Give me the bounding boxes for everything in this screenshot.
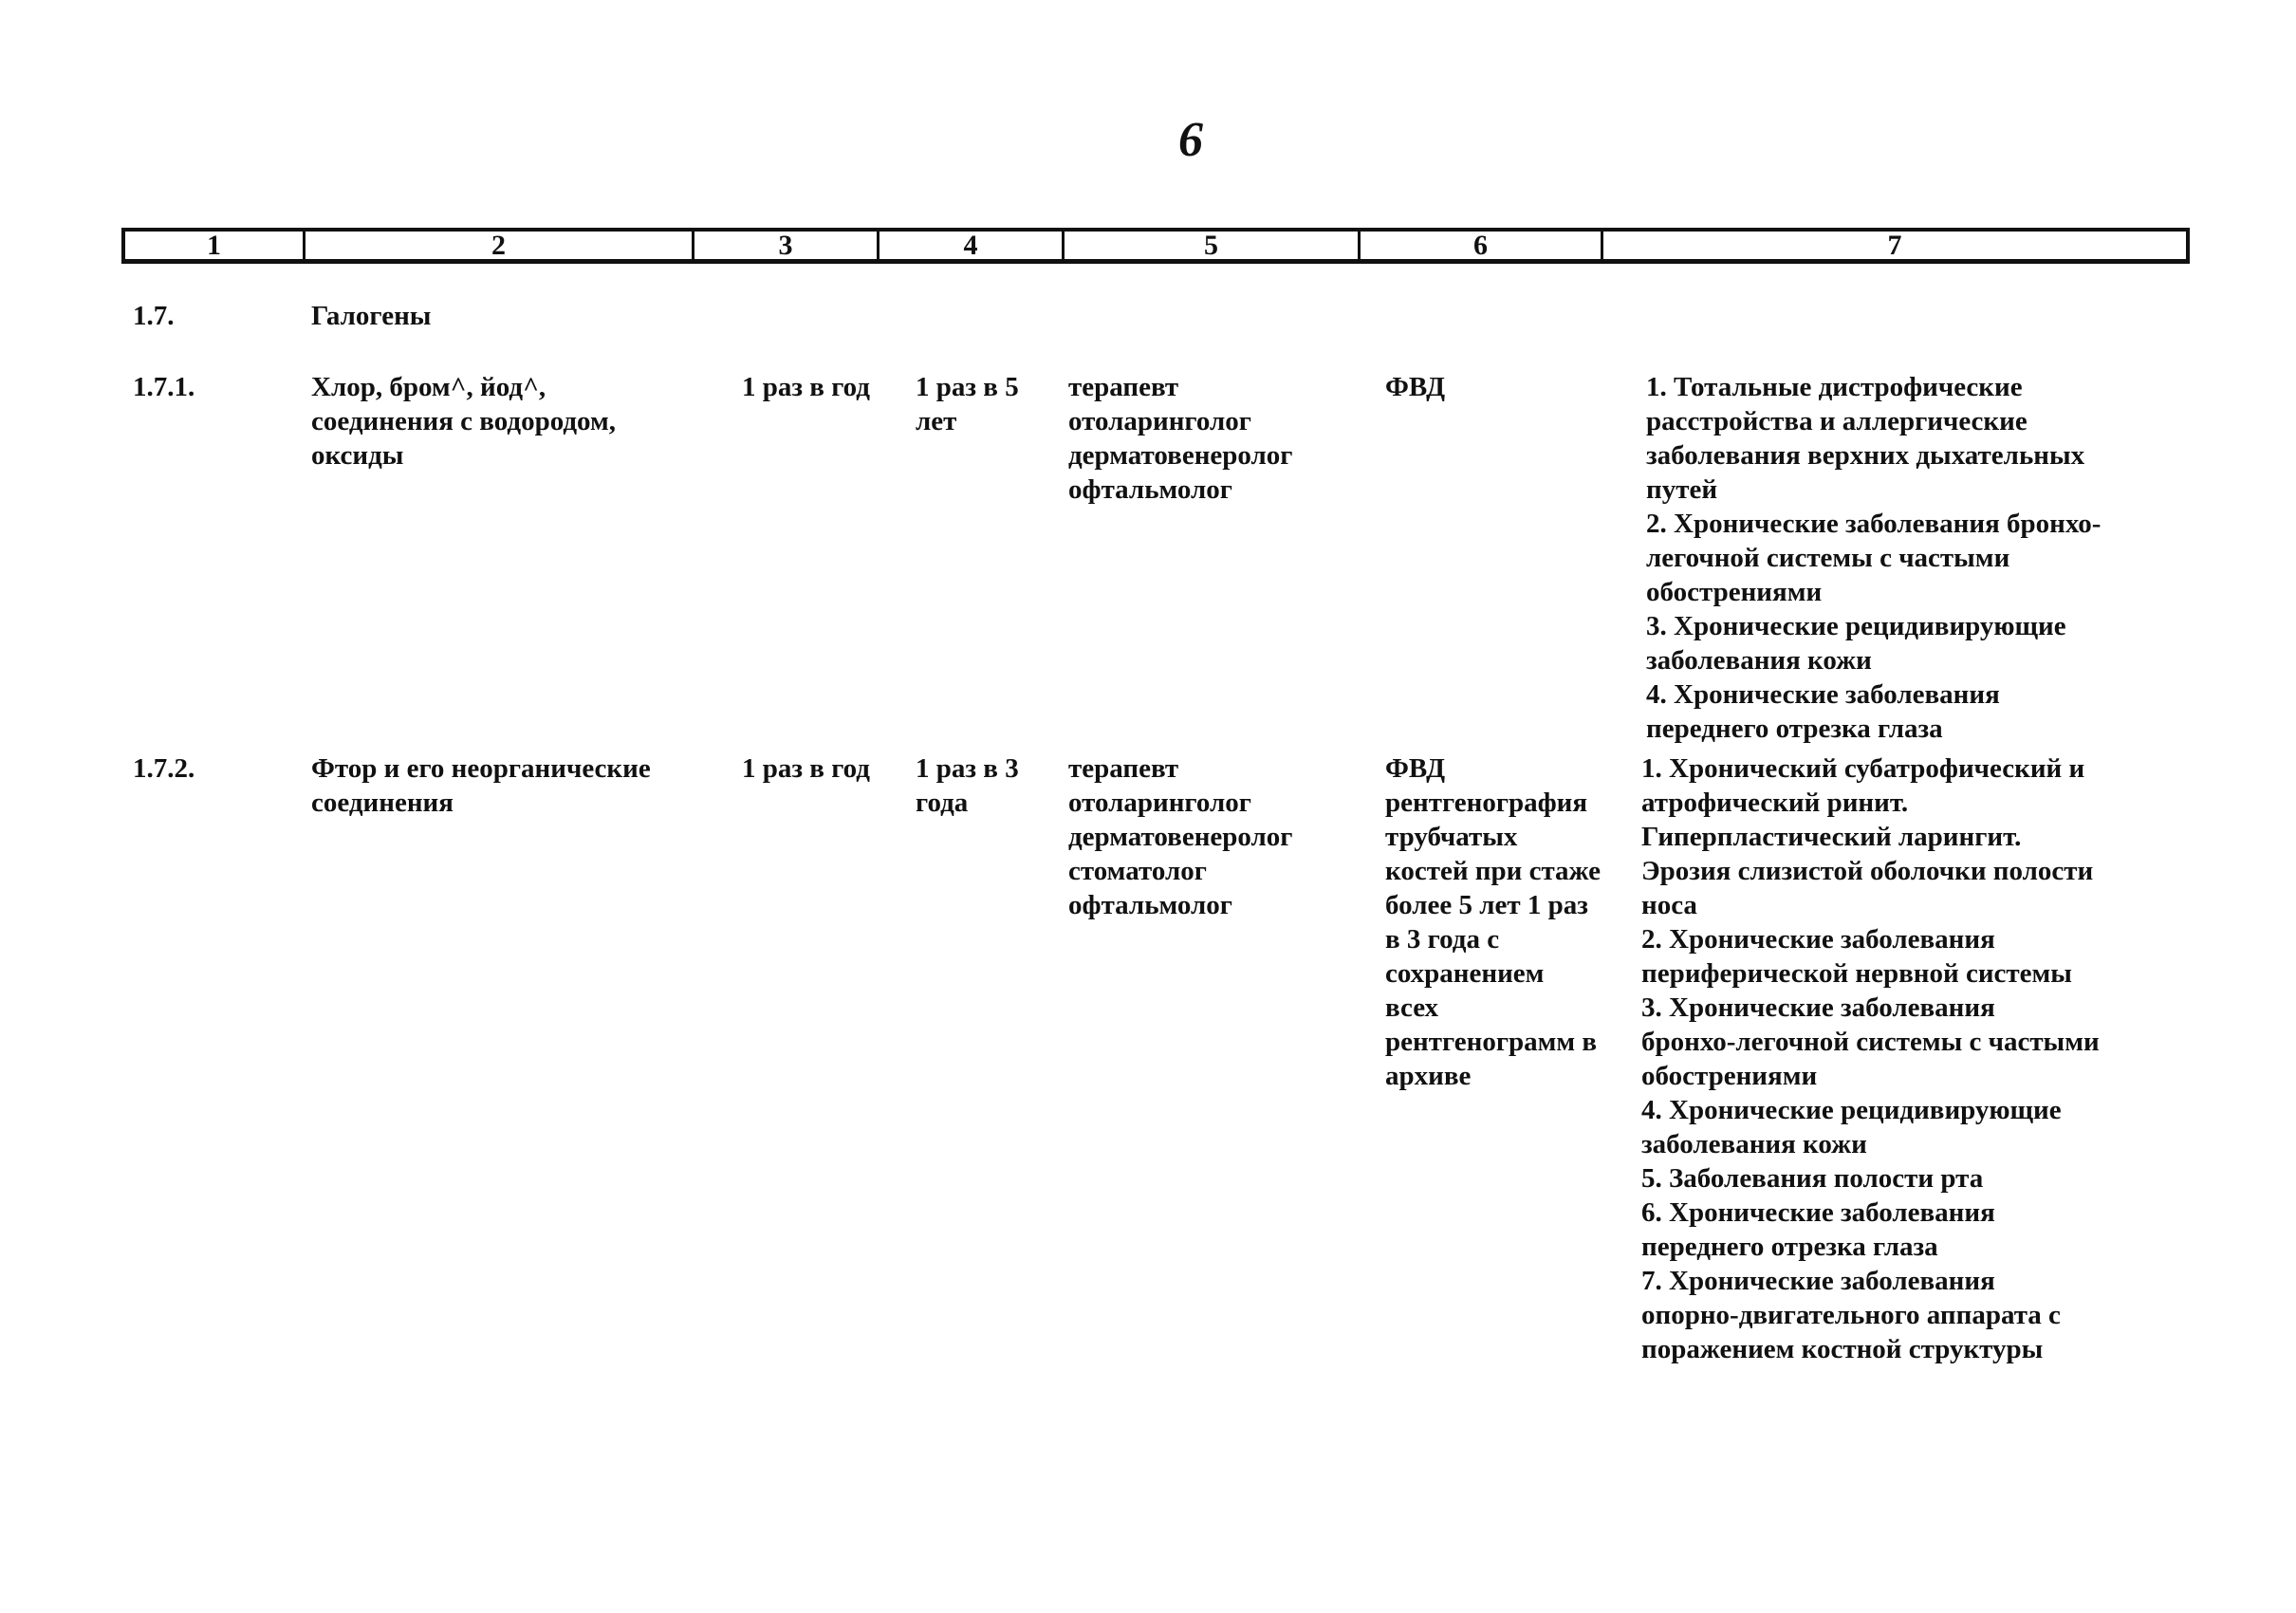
text-line: в 3 года с (1385, 924, 1500, 955)
text-line: ФВД (1385, 753, 1446, 784)
text-line: 1 раз в 5 (916, 372, 1019, 402)
text-line: всех (1385, 992, 1439, 1023)
text-line: костей при стаже (1385, 856, 1602, 886)
text-line: рентгенограмм в (1385, 1027, 1598, 1057)
text-line: сохранением (1385, 958, 1545, 989)
text-line: обострениями (1641, 1061, 1818, 1091)
row-number: 1.7.1. (133, 372, 195, 402)
column-header-6: 6 (1361, 232, 1603, 259)
text-line: Фтор и его неорганические (311, 753, 651, 784)
text-line: года (916, 788, 969, 818)
text-line: носа (1641, 890, 1697, 920)
text-line: 1 раз в 3 (916, 753, 1019, 784)
text-line: заболевания кожи (1646, 645, 1872, 676)
text-line: бронхо-легочной системы с частыми (1641, 1027, 2100, 1057)
text-line: оксиды (311, 440, 404, 471)
text-line: рентгенография (1385, 788, 1588, 818)
text-line: Гиперпластический ларингит. (1641, 822, 2022, 852)
text-line: дерматовенеролог (1068, 440, 1293, 471)
text-line: более 5 лет 1 раз (1385, 890, 1588, 920)
exams-cell (1385, 751, 1634, 1093)
exams-cell (1385, 370, 1632, 404)
agent-cell (311, 370, 729, 473)
column-header-1: 1 (125, 232, 306, 259)
column-header-row (121, 228, 2190, 264)
page-number: 6 (1178, 113, 1203, 167)
text-line: терапевт (1068, 753, 1179, 784)
text-line: 2. Хронические заболевания (1641, 924, 1995, 955)
text-line: 7. Хронические заболевания (1641, 1266, 1995, 1296)
text-line: офтальмолог (1068, 474, 1232, 505)
section-title: Галогены (311, 301, 432, 331)
column-header-2: 2 (306, 232, 694, 259)
text-line: архиве (1385, 1061, 1472, 1091)
text-line: терапевт (1068, 372, 1179, 402)
text-line: 4. Хронические рецидивирующие (1641, 1095, 2062, 1125)
doctors-cell (1068, 751, 1381, 922)
text-line: заболевания верхних дыхательных (1646, 440, 2085, 471)
column-header-5: 5 (1065, 232, 1361, 259)
section-number: 1.7. (133, 301, 175, 331)
text-line: путей (1646, 474, 1718, 505)
text-line: Хлор, бром^, йод^, (311, 372, 546, 402)
text-line: отоларинголог (1068, 788, 1251, 818)
text-line: 3. Хронические заболевания (1641, 992, 1995, 1023)
column-header-7: 7 (1887, 230, 1902, 261)
frequency-cell: 1 раз в год (742, 372, 870, 402)
text-line: переднего отрезка глаза (1646, 714, 1943, 744)
text-line: атрофический ринит. (1641, 788, 1909, 818)
row-number: 1.7.2. (133, 753, 195, 784)
text-line: обострениями (1646, 577, 1823, 607)
text-line: офтальмолог (1068, 890, 1232, 920)
agent-cell (311, 751, 729, 820)
text-line: опорно-двигательного аппарата с (1641, 1300, 2061, 1330)
text-line: периферической нервной системы (1641, 958, 2072, 989)
text-line: 3. Хронические рецидивирующие (1646, 611, 2066, 641)
frequency-periodic-cell (916, 751, 1058, 820)
column-header-4: 4 (880, 232, 1065, 259)
text-line: соединения (311, 788, 454, 818)
text-line: 2. Хронические заболевания бронхо- (1646, 509, 2102, 539)
text-line: ФВД (1385, 372, 1446, 402)
text-line: 6. Хронические заболевания (1641, 1197, 1995, 1228)
text-line: 4. Хронические заболевания (1646, 679, 2000, 710)
contraindications-cell (1641, 751, 2182, 1366)
text-line: расстройства и аллергические (1646, 406, 2028, 436)
frequency-periodic-cell (916, 370, 1058, 438)
text-line: переднего отрезка глаза (1641, 1232, 1938, 1262)
text-line: легочной системы с частыми (1646, 543, 2010, 573)
text-line: заболевания кожи (1641, 1129, 1867, 1159)
column-header-3: 3 (694, 232, 880, 259)
text-line: отоларинголог (1068, 406, 1251, 436)
text-line: дерматовенеролог (1068, 822, 1293, 852)
text-line: 5. Заболевания полости рта (1641, 1163, 1984, 1194)
text-line: 1. Хронический субатрофический и (1641, 753, 2085, 784)
text-line: лет (916, 406, 957, 436)
text-line: стоматолог (1068, 856, 1207, 886)
text-line: Эрозия слизистой оболочки полости (1641, 856, 2094, 886)
text-line: соединения с водородом, (311, 406, 617, 436)
doctors-cell (1068, 370, 1381, 507)
text-line: трубчатых (1385, 822, 1518, 852)
frequency-cell: 1 раз в год (742, 753, 870, 784)
text-line: поражением костной структуры (1641, 1334, 2044, 1364)
text-line: 1. Тотальные дистрофические (1646, 372, 2023, 402)
contraindications-cell (1646, 370, 2177, 746)
